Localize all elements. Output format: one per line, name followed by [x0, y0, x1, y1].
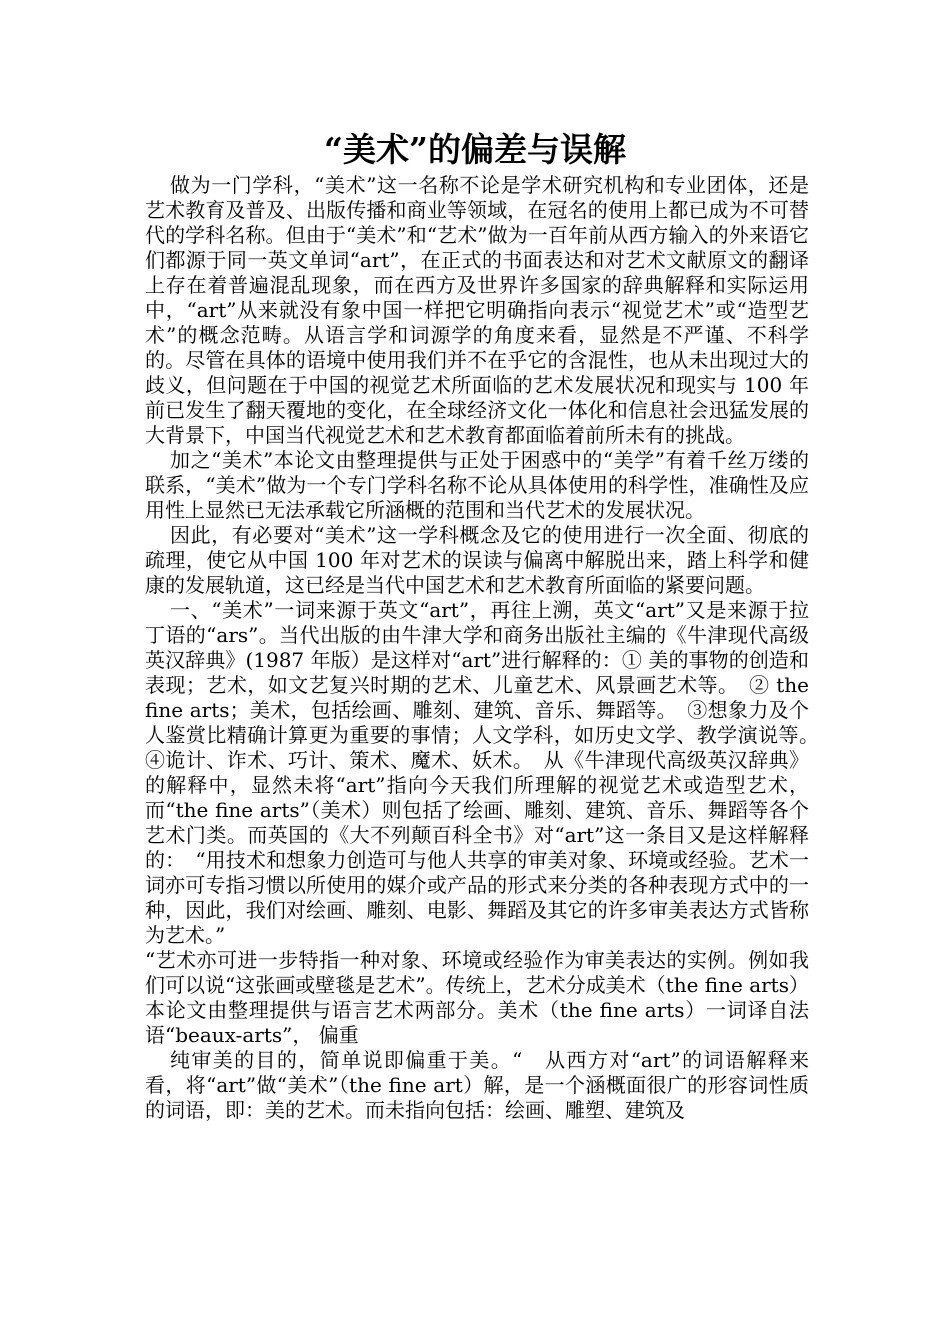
- document-body: [145, 173, 829, 1123]
- paragraph-quote: “艺术亦可进一步特指一种对象、环境或经验作为审美表达的实例。例如我们可以说“这张画或壁毯是艺术”。传统上，艺术分成美术（the fine arts）本论文由整理提供与语言艺术两部分。美术（the fine arts）一词译自法语“beaux-arts”， 偏重: [145, 948, 809, 1047]
- paragraph-intro: 做为一门学科，“美术”这一名称不论是学术研究机构和专业团体，还是艺术教育及普及、出版传播和商业等领域，在冠名的使用上都已成为不可替代的学科名称。但由于“美术”和“艺术”做为一百年前从西方输入的外来语它们都源于同一英文单词“art”，在正式的书面表达和对艺术文献原文的翻译上存在着普遍混乱现象，而在西方及世界许多国家的辞典解释和实际运用中，“art”从来就没有象中国一样把它明确指向表示“视觉艺术”或“造型艺术”的概念范畴。从语言学和词源学的角度来看，显然是不严谨、不科学的。尽管在具体的语境中使用我们并不在乎它的含混性，也从未出现过大的歧义，但问题在于中国的视觉艺术所面临的艺术发展状况和现实与 100 年前已发生了翻天覆地的变化，在全球经济文化一体化和信息社会迅猛发展的大背景下，中国当代视觉艺术和艺术教育都面临着前所未有的挑战。: [145, 173, 809, 447]
- paragraph-necessity: 因此，有必要对“美术”这一学科概念及它的使用进行一次全面、彻底的疏理，使它从中国 100 年对艺术的误读与偏离中解脱出来，踏上科学和健康的发展轨道，这已经是当代中国艺术和艺术教育所面临的紧要问题。: [145, 523, 809, 597]
- paragraph-aesthetics: 加之“美术”本论文由整理提供与正处于困惑中的“美学”有着千丝万缕的联系，“美术”做为一个专门学科名称不论从具体使用的科学性，准确性及应用性上显然已无法承载它所涵概的范围和当代艺术的发展状况。: [145, 448, 809, 522]
- paragraph-section-one: 一、“美术”一词来源于英文“art”，再往上溯，英文“art”又是来源于拉丁语的“ars”。当代出版的由牛津大学和商务出版社主编的《牛津现代高级英汉辞典》(1987 年版）是这样对“art”进行解释的：① 美的事物的创造和表现；艺术，如文艺复兴时期的艺术、儿童艺术、风景画艺术等。 ② the fine arts；美术，包括绘画、雕刻、建筑、音乐、舞蹈等。 ③想象力及个人鉴赏比精确计算更为重要的事情；人文学科，如历史文学、教学演说等。 ④诡计、诈术、巧计、策术、魔术、妖术。 从《牛津现代高级英汉辞典》的解释中，显然未将“art”指向今天我们所理解的视觉艺术或造型艺术，而“the fine arts”（美术）则包括了绘画、雕刻、建筑、音乐、舞蹈等各个艺术门类。而英国的《大不列颠百科全书》对“art”这一条目又是这样解释的： “用技术和想象力创造可与他人共享的审美对象、环境或经验。艺术一词亦可专指习惯以所使用的媒介或产品的形式来分类的各种表现方式中的一种，因此，我们对绘画、雕刻、电影、舞蹈及其它的许多审美表达方式皆称为艺术。”: [145, 598, 829, 947]
- document-title: “美术”的偏差与误解: [324, 130, 626, 169]
- paragraph-conclusion: 纯审美的目的，简单说即偏重于美。“ 从西方对“art”的词语解释来看，将“art”做“美术”（the fine art）解，是一个涵概面很广的形容词性质的词语，即：美的艺术。而未指向包括：绘画、雕塑、建筑及: [145, 1048, 809, 1122]
